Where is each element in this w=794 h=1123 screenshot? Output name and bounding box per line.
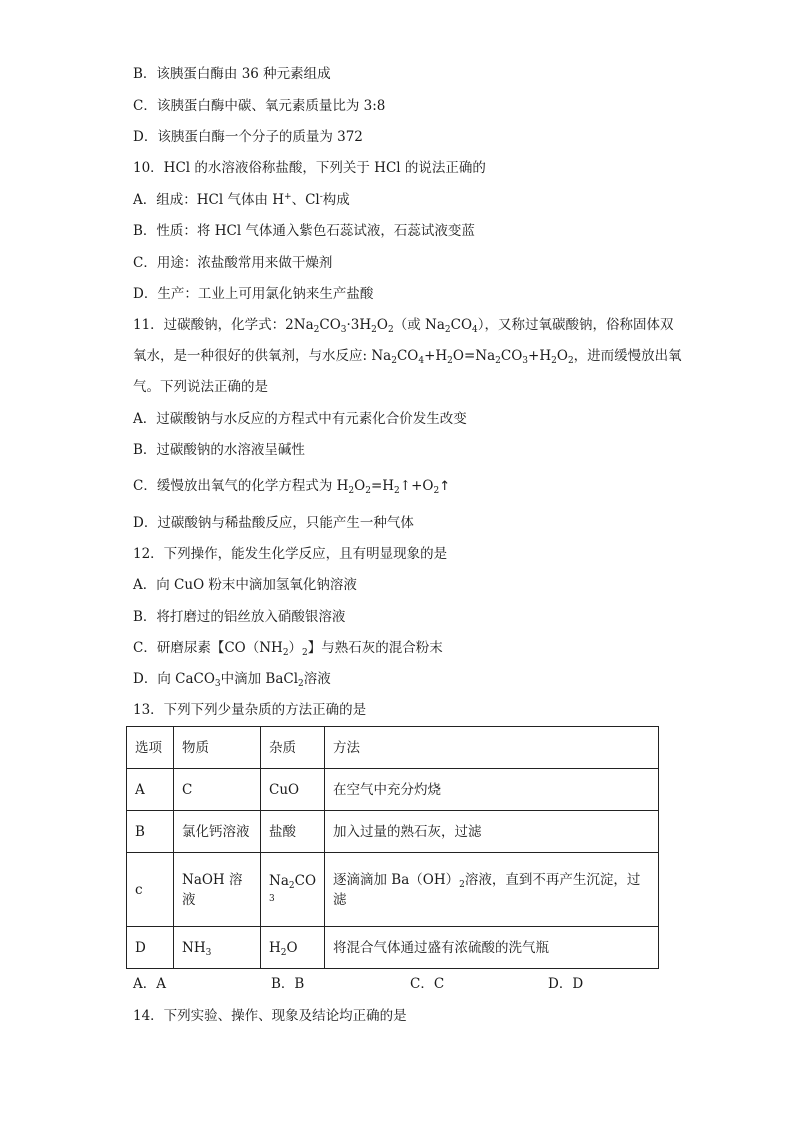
q10-option-d: D．生产：工业上可用氯化钠来生产盐酸 [133,286,374,302]
table-header-cell: 选项 [127,727,174,769]
q11-option-b: B．过碳酸钠的水溶液呈碱性 [133,442,305,458]
answer-option-c: C．C [410,976,445,992]
q11-option-a: A．过碳酸钠与水反应的方程式中有元素化合价发生改变 [133,411,467,427]
q12-option-c: C．研磨尿素【$CO(NH_2)_2$】与熟石灰的混合粉末 [133,640,443,658]
q11-stem-line3: 气。下列说法正确的是 [133,379,268,395]
table-cell: $Na_2CO$ 3 [261,853,325,927]
q11-stem-line1: 11．过碳酸钠，化学式：$2Na_2CO_3\cdot 3H_2O_2$（或 $Na_2CO_4$），又称过氧碳酸钠，俗称固体双 [133,317,674,335]
table-header-cell: 方法 [325,727,659,769]
table-row [127,927,659,969]
table-cell: $H_2O$ [261,927,325,969]
table-cell: $NH_3$ [174,927,261,969]
table-cell: 氯化钙溶液 [174,811,261,853]
table-row [127,769,659,811]
q12-option-a: A．向 CuO 粉末中滴加氢氧化钠溶液 [133,577,357,593]
table-cell: CuO [261,769,325,811]
table-row [127,811,659,853]
q11-option-c: C．缓慢放出氧气的化学方程式为 $H_2O_2=H_2↑+O_2↑$ [133,478,451,496]
table-header-row [127,727,659,769]
table-row [127,853,659,927]
answer-option-d: D．D [548,976,584,992]
q12-stem: 12．下列操作，能发生化学反应，且有明显现象的是 [133,546,448,562]
q9-option-d: D．该胰蛋白酶一个分子的质量为 372 [133,129,363,145]
table-cell: A [127,769,174,811]
answer-option-a: A．A [133,976,166,992]
q12-option-d: D．向 CaCO$_3$中滴加 BaCl$_2$溶液 [133,671,331,689]
table-cell: NaOH 溶液 [174,853,261,927]
q9-option-c: C．该胰蛋白酶中碳、氧元素质量比为 3:8 [133,98,386,114]
table-cell: B [127,811,174,853]
q12-option-b: B．将打磨过的铝丝放入硝酸银溶液 [133,609,346,625]
q11-option-d: D．过碳酸钠与稀盐酸反应，只能产生一种气体 [133,515,414,531]
table-cell: c [127,853,174,927]
table-cell: 盐酸 [261,811,325,853]
table-cell: 加入过量的熟石灰，过滤 [325,811,659,853]
q14-stem: 14．下列实验、操作、现象及结论均正确的是 [133,1008,407,1024]
q10-option-a: A．组成：HCl 气体由 H+、Cl-构成 [133,192,350,208]
table-header-cell: 物质 [174,727,261,769]
q9-option-b: B．该胰蛋白酶由 36 种元素组成 [133,66,331,82]
q13-stem: 13．下列下列少量杂质的方法正确的是 [133,702,367,718]
table-cell: C [174,769,261,811]
q10-option-b: B．性质：将 HCl 气体通入紫色石蕊试液，石蕊试液变蓝 [133,223,475,239]
table-cell: D [127,927,174,969]
table-cell: 将混合气体通过盛有浓硫酸的洗气瓶 [325,927,659,969]
q10-stem: 10．HCl 的水溶液俗称盐酸，下列关于 HCl 的说法正确的 [133,160,486,176]
q13-answer-options [133,974,653,994]
q13-table [126,726,659,969]
q10-option-c: C．用途：浓盐酸常用来做干燥剂 [133,255,333,271]
q11-stem-line2: 氧水，是一种很好的供氧剂，与水反应: $Na_2CO_4+H_2O=Na_2CO_3+H_2O_2$，进而缓慢放出氧 [133,348,682,366]
answer-option-b: B．B [271,976,305,992]
table-header-cell: 杂质 [261,727,325,769]
table-cell: 逐滴滴加 $Ba(OH)_2$溶液，直到不再产生沉淀，过滤 [325,853,659,927]
table-cell: 在空气中充分灼烧 [325,769,659,811]
